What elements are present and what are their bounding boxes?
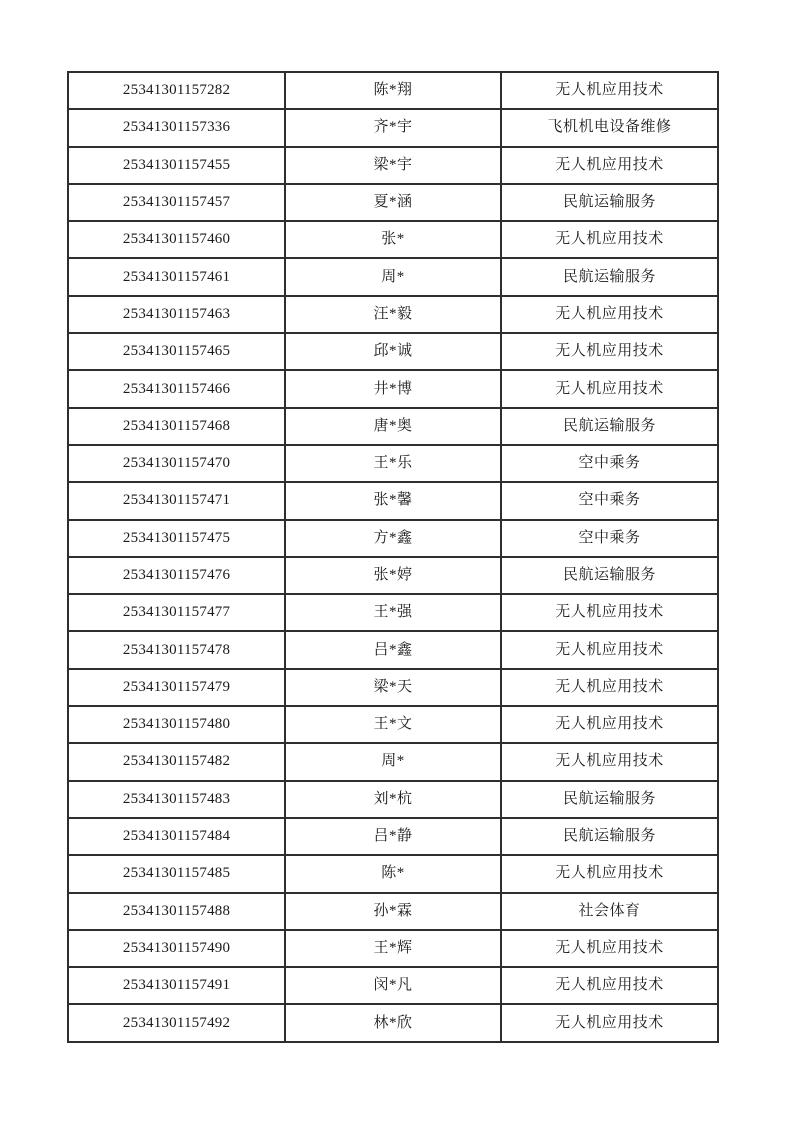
major-cell: 飞机机电设备维修 xyxy=(501,109,718,146)
candidate-number-cell: 25341301157484 xyxy=(68,818,285,855)
table-row xyxy=(68,520,718,557)
candidate-name-cell: 汪*毅 xyxy=(285,296,501,333)
major-cell: 民航运输服务 xyxy=(501,781,718,818)
admission-list-table xyxy=(67,71,719,1043)
table-row xyxy=(68,482,718,519)
table-row xyxy=(68,557,718,594)
candidate-name-cell: 夏*涵 xyxy=(285,184,501,221)
candidate-name-cell: 张* xyxy=(285,221,501,258)
candidate-name-cell: 方*鑫 xyxy=(285,520,501,557)
table-row xyxy=(68,967,718,1004)
table-row xyxy=(68,669,718,706)
candidate-name-cell: 陈* xyxy=(285,855,501,892)
major-cell: 无人机应用技术 xyxy=(501,370,718,407)
candidate-name-cell: 陈*翔 xyxy=(285,72,501,109)
table-row xyxy=(68,109,718,146)
candidate-name-cell: 孙*霖 xyxy=(285,893,501,930)
major-cell: 无人机应用技术 xyxy=(501,333,718,370)
table-row xyxy=(68,408,718,445)
candidate-number-cell: 25341301157480 xyxy=(68,706,285,743)
major-cell: 无人机应用技术 xyxy=(501,930,718,967)
table-row xyxy=(68,258,718,295)
major-cell: 社会体育 xyxy=(501,893,718,930)
candidate-name-cell: 梁*天 xyxy=(285,669,501,706)
candidate-name-cell: 邱*诚 xyxy=(285,333,501,370)
candidate-name-cell: 井*博 xyxy=(285,370,501,407)
table-row xyxy=(68,184,718,221)
major-cell: 民航运输服务 xyxy=(501,258,718,295)
major-cell: 无人机应用技术 xyxy=(501,669,718,706)
candidate-name-cell: 齐*宇 xyxy=(285,109,501,146)
candidate-name-cell: 吕*静 xyxy=(285,818,501,855)
candidate-name-cell: 林*欣 xyxy=(285,1004,501,1042)
table-row xyxy=(68,631,718,668)
table-row xyxy=(68,296,718,333)
candidate-number-cell: 25341301157476 xyxy=(68,557,285,594)
major-cell: 无人机应用技术 xyxy=(501,147,718,184)
major-cell: 民航运输服务 xyxy=(501,184,718,221)
candidate-number-cell: 25341301157485 xyxy=(68,855,285,892)
candidate-number-cell: 25341301157468 xyxy=(68,408,285,445)
table-row xyxy=(68,594,718,631)
major-cell: 无人机应用技术 xyxy=(501,594,718,631)
candidate-number-cell: 25341301157477 xyxy=(68,594,285,631)
table-row xyxy=(68,1004,718,1042)
table-row xyxy=(68,147,718,184)
table-row xyxy=(68,370,718,407)
candidate-number-cell: 25341301157482 xyxy=(68,743,285,780)
major-cell: 空中乘务 xyxy=(501,445,718,482)
table-row xyxy=(68,72,718,109)
candidate-number-cell: 25341301157492 xyxy=(68,1004,285,1042)
candidate-number-cell: 25341301157478 xyxy=(68,631,285,668)
candidate-number-cell: 25341301157455 xyxy=(68,147,285,184)
major-cell: 空中乘务 xyxy=(501,482,718,519)
candidate-name-cell: 刘*杭 xyxy=(285,781,501,818)
major-cell: 无人机应用技术 xyxy=(501,72,718,109)
major-cell: 无人机应用技术 xyxy=(501,221,718,258)
table-row xyxy=(68,221,718,258)
candidate-number-cell: 25341301157471 xyxy=(68,482,285,519)
candidate-name-cell: 吕*鑫 xyxy=(285,631,501,668)
candidate-number-cell: 25341301157490 xyxy=(68,930,285,967)
table-row xyxy=(68,743,718,780)
candidate-name-cell: 唐*奥 xyxy=(285,408,501,445)
candidate-number-cell: 25341301157460 xyxy=(68,221,285,258)
major-cell: 无人机应用技术 xyxy=(501,296,718,333)
candidate-number-cell: 25341301157463 xyxy=(68,296,285,333)
candidate-number-cell: 25341301157470 xyxy=(68,445,285,482)
table-row xyxy=(68,781,718,818)
candidate-number-cell: 25341301157457 xyxy=(68,184,285,221)
candidate-name-cell: 周* xyxy=(285,258,501,295)
table-row xyxy=(68,818,718,855)
candidate-number-cell: 25341301157475 xyxy=(68,520,285,557)
candidate-number-cell: 25341301157282 xyxy=(68,72,285,109)
candidate-name-cell: 周* xyxy=(285,743,501,780)
candidate-number-cell: 25341301157466 xyxy=(68,370,285,407)
candidate-number-cell: 25341301157465 xyxy=(68,333,285,370)
candidate-name-cell: 王*强 xyxy=(285,594,501,631)
major-cell: 民航运输服务 xyxy=(501,557,718,594)
candidate-name-cell: 王*乐 xyxy=(285,445,501,482)
table-row xyxy=(68,333,718,370)
table-row xyxy=(68,893,718,930)
table-body xyxy=(68,72,718,1042)
major-cell: 无人机应用技术 xyxy=(501,706,718,743)
table-row xyxy=(68,706,718,743)
major-cell: 民航运输服务 xyxy=(501,408,718,445)
table-row xyxy=(68,445,718,482)
table-row xyxy=(68,930,718,967)
major-cell: 民航运输服务 xyxy=(501,818,718,855)
candidate-name-cell: 闵*凡 xyxy=(285,967,501,1004)
major-cell: 无人机应用技术 xyxy=(501,743,718,780)
major-cell: 无人机应用技术 xyxy=(501,967,718,1004)
candidate-name-cell: 张*婷 xyxy=(285,557,501,594)
candidate-number-cell: 25341301157461 xyxy=(68,258,285,295)
candidate-number-cell: 25341301157483 xyxy=(68,781,285,818)
candidate-number-cell: 25341301157479 xyxy=(68,669,285,706)
major-cell: 空中乘务 xyxy=(501,520,718,557)
table-row xyxy=(68,855,718,892)
candidate-name-cell: 张*馨 xyxy=(285,482,501,519)
major-cell: 无人机应用技术 xyxy=(501,631,718,668)
candidate-number-cell: 25341301157491 xyxy=(68,967,285,1004)
major-cell: 无人机应用技术 xyxy=(501,855,718,892)
candidate-name-cell: 王*文 xyxy=(285,706,501,743)
candidate-name-cell: 王*辉 xyxy=(285,930,501,967)
candidate-number-cell: 25341301157336 xyxy=(68,109,285,146)
candidate-name-cell: 梁*宇 xyxy=(285,147,501,184)
major-cell: 无人机应用技术 xyxy=(501,1004,718,1042)
candidate-number-cell: 25341301157488 xyxy=(68,893,285,930)
